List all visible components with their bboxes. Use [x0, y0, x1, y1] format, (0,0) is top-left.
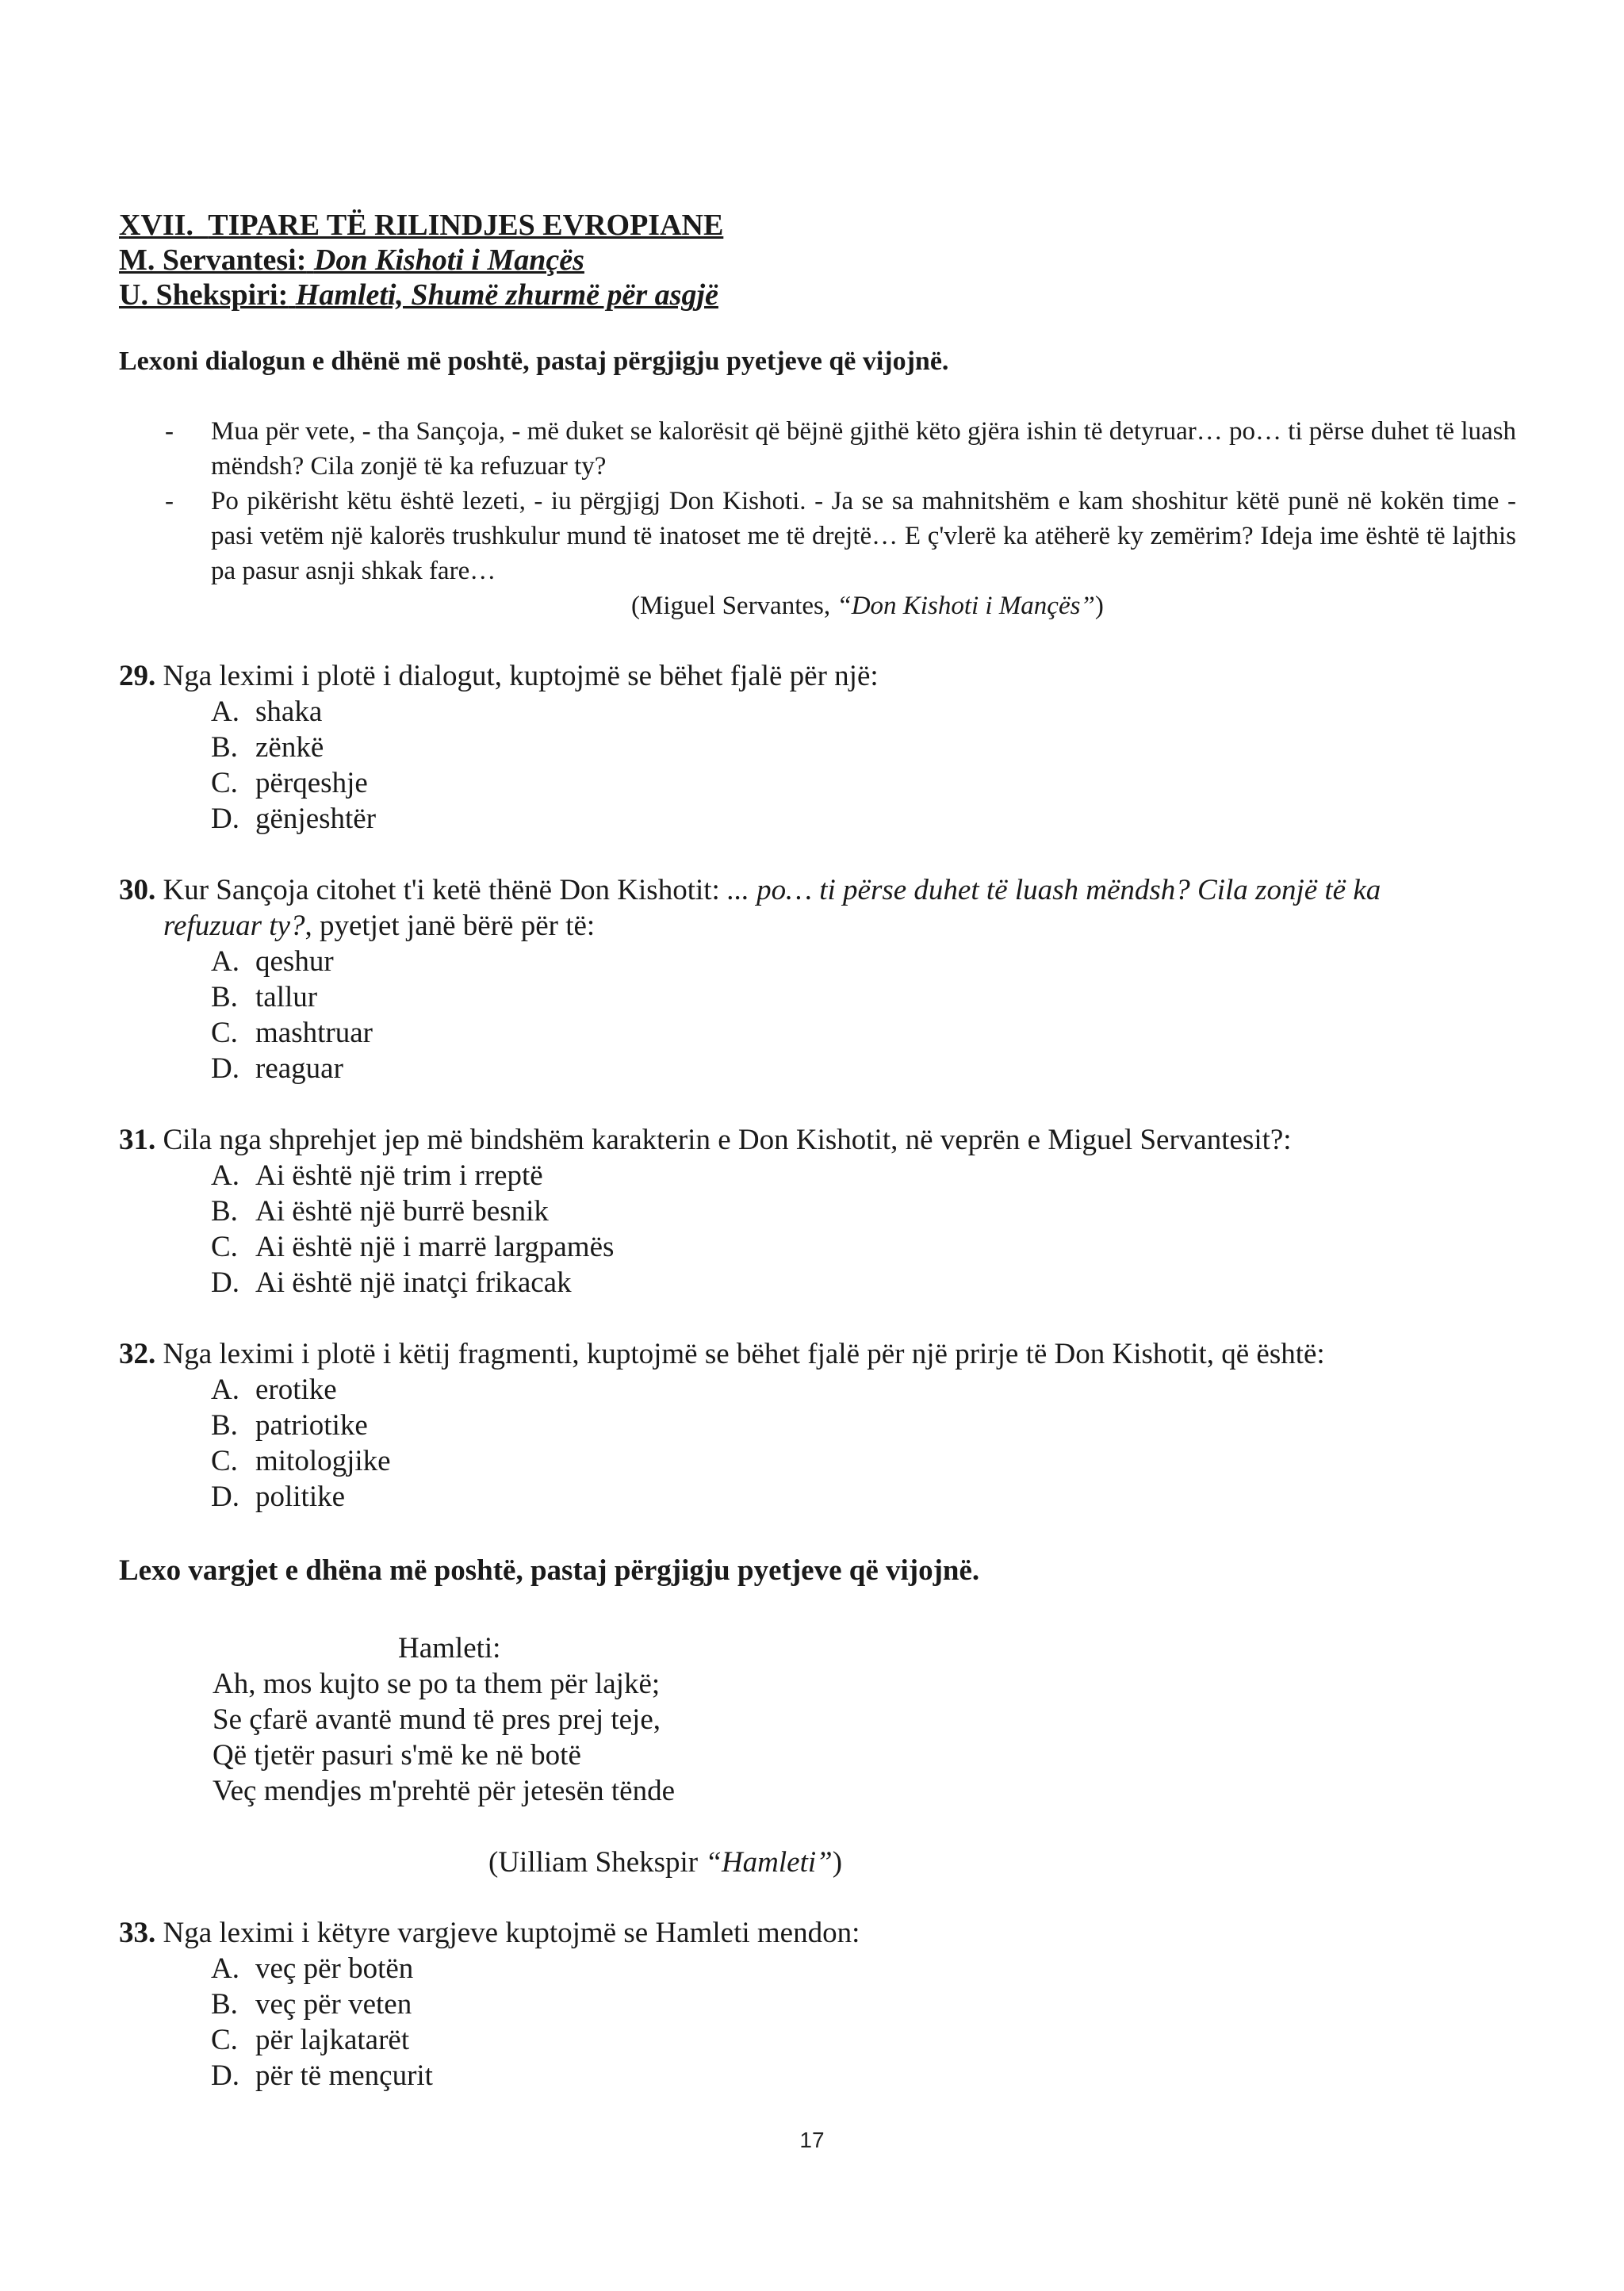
- poem-speaker: Hamleti:: [398, 1632, 501, 1665]
- citation-shekspir: (Uilliam Shekspir “Hamleti”): [488, 1846, 843, 1879]
- dialogue-excerpt: [119, 414, 1516, 588]
- option-b[interactable]: B. zënkë: [211, 731, 324, 764]
- option-c[interactable]: C. përqeshje: [211, 767, 368, 799]
- option-a[interactable]: A. erotike: [211, 1373, 337, 1406]
- question-30: 30. Kur Sançoja citohet t'i ketë thënë Don Kishotit: ... po… ti përse duhet të luash mëndsh? Cila zonjë të ka refuzuar ty?, pyetjet janë bërë për të: A. qeshur B. tallur C. mashtruar D. reaguar: [119, 872, 1516, 1086]
- poem-line: Veç mendjes m'prehtë për jetesën tënde: [213, 1775, 676, 1807]
- dialogue-text: Mua për vete, - tha Sançoja, - më duket se kalorësit që bëjnë gjithë këto gjëra ishin të detyruar… po… ti përse duhet të luash mëndsh? Cila zonjë të ka refuzuar ty?: [211, 417, 1516, 481]
- option-d[interactable]: D. për të mençurit: [211, 2059, 433, 2092]
- question-31: 31. Cila nga shprehjet jep më bindshëm karakterin e Don Kishotit, në veprën e Miguel Servantesit?: A. Ai është një trim i rreptë B. Ai është një burrë besnik C. Ai është një i marrë largpamës D. Ai është një inatçi frikacak: [119, 1122, 1516, 1301]
- section-title: TIPARE TË RILINDJES EVROPIANE: [208, 209, 724, 242]
- dialogue-text: Po pikërisht këtu është lezeti, - iu përgjigj Don Kishoti. - Ja se sa mahnitshëm e kam shoshitur këtë punë në kokën time - pasi vetëm një kalorës trushkulur mund të inatoset me të drejtë… E ç'vlerë ka atëherë ky zemërim? Ideja ime është të lajthis pa pasur asnji shkak fare…: [211, 487, 1516, 585]
- dialogue-dash: -: [165, 417, 174, 446]
- instruction-poem: Lexo vargjet e dhëna më poshtë, pastaj përgjigju pyetjeve që vijojnë.: [119, 1554, 980, 1587]
- option-b[interactable]: B. tallur: [211, 981, 318, 1013]
- option-d[interactable]: D. gënjeshtër: [211, 803, 377, 835]
- author-servantes: M. Servantesi:: [119, 243, 307, 277]
- options-list: [119, 1951, 1516, 2094]
- page-number: 17: [799, 2128, 825, 2152]
- question-32: 32. Nga leximi i plotë i këtij fragmenti, kuptojmë se bëhet fjalë për një prirje të Don Kishotit, që është: A. erotike B. patriotike C. mitologjike D. politike: [119, 1336, 1516, 1515]
- section-number: XVII.: [119, 209, 193, 242]
- dialogue-line: [119, 414, 1516, 484]
- option-d[interactable]: D. politike: [211, 1481, 346, 1513]
- option-d[interactable]: D. Ai është një inatçi frikacak: [211, 1266, 572, 1299]
- poem-line: Se çfarë avantë mund të pres prej teje,: [213, 1703, 661, 1736]
- dialogue-line: [119, 484, 1516, 588]
- work-don-kishoti: Don Kishoti i Mançës: [313, 243, 584, 277]
- option-b[interactable]: B. patriotike: [211, 1409, 368, 1442]
- document-page: [119, 208, 1516, 2094]
- poem-line: Ah, mos kujto se po ta them për lajkë;: [213, 1668, 661, 1700]
- question-33: 33. Nga leximi i këtyre vargjeve kuptojmë se Hamleti mendon: A. veç për botën B. veç për veten C. për lajkatarët D. për të mençurit: [119, 1915, 1516, 2094]
- option-a[interactable]: A. Ai është një trim i rreptë: [211, 1159, 543, 1192]
- option-d[interactable]: D. reaguar: [211, 1052, 343, 1085]
- options-list: [119, 944, 1516, 1086]
- option-a[interactable]: A. shaka: [211, 695, 323, 728]
- section-header: [119, 208, 1516, 312]
- option-b[interactable]: B. veç për veten: [211, 1988, 412, 2021]
- dialogue-dash: -: [165, 487, 174, 515]
- option-c[interactable]: C. mashtruar: [211, 1017, 373, 1049]
- options-list: [119, 1158, 1516, 1301]
- option-c[interactable]: C. për lajkatarët: [211, 2024, 410, 2056]
- option-c[interactable]: C. mitologjike: [211, 1445, 391, 1477]
- poem-excerpt: [119, 1630, 1516, 1809]
- citation-servantes: (Miguel Servantes, “Don Kishoti i Mançës”): [631, 592, 1104, 620]
- instruction-dialogue: Lexoni dialogun e dhënë më poshtë, pastaj përgjigju pyetjeve që vijojnë.: [119, 347, 949, 376]
- author-shekspir: U. Shekspiri:: [119, 278, 289, 312]
- options-list: [119, 1372, 1516, 1515]
- option-a[interactable]: A. qeshur: [211, 945, 334, 978]
- option-b[interactable]: B. Ai është një burrë besnik: [211, 1195, 549, 1228]
- work-hamleti: Hamleti, Shumë zhurmë për asgjë: [295, 278, 718, 312]
- option-c[interactable]: C. Ai është një i marrë largpamës: [211, 1231, 615, 1263]
- options-list: [119, 694, 1516, 837]
- poem-line: Që tjetër pasuri s'më ke në botë: [213, 1739, 581, 1772]
- question-29: 29. Nga leximi i plotë i dialogut, kuptojmë se bëhet fjalë për një: A. shaka B. zënkë C. përqeshje D. gënjeshtër: [119, 658, 1516, 837]
- option-a[interactable]: A. veç për botën: [211, 1952, 414, 1985]
